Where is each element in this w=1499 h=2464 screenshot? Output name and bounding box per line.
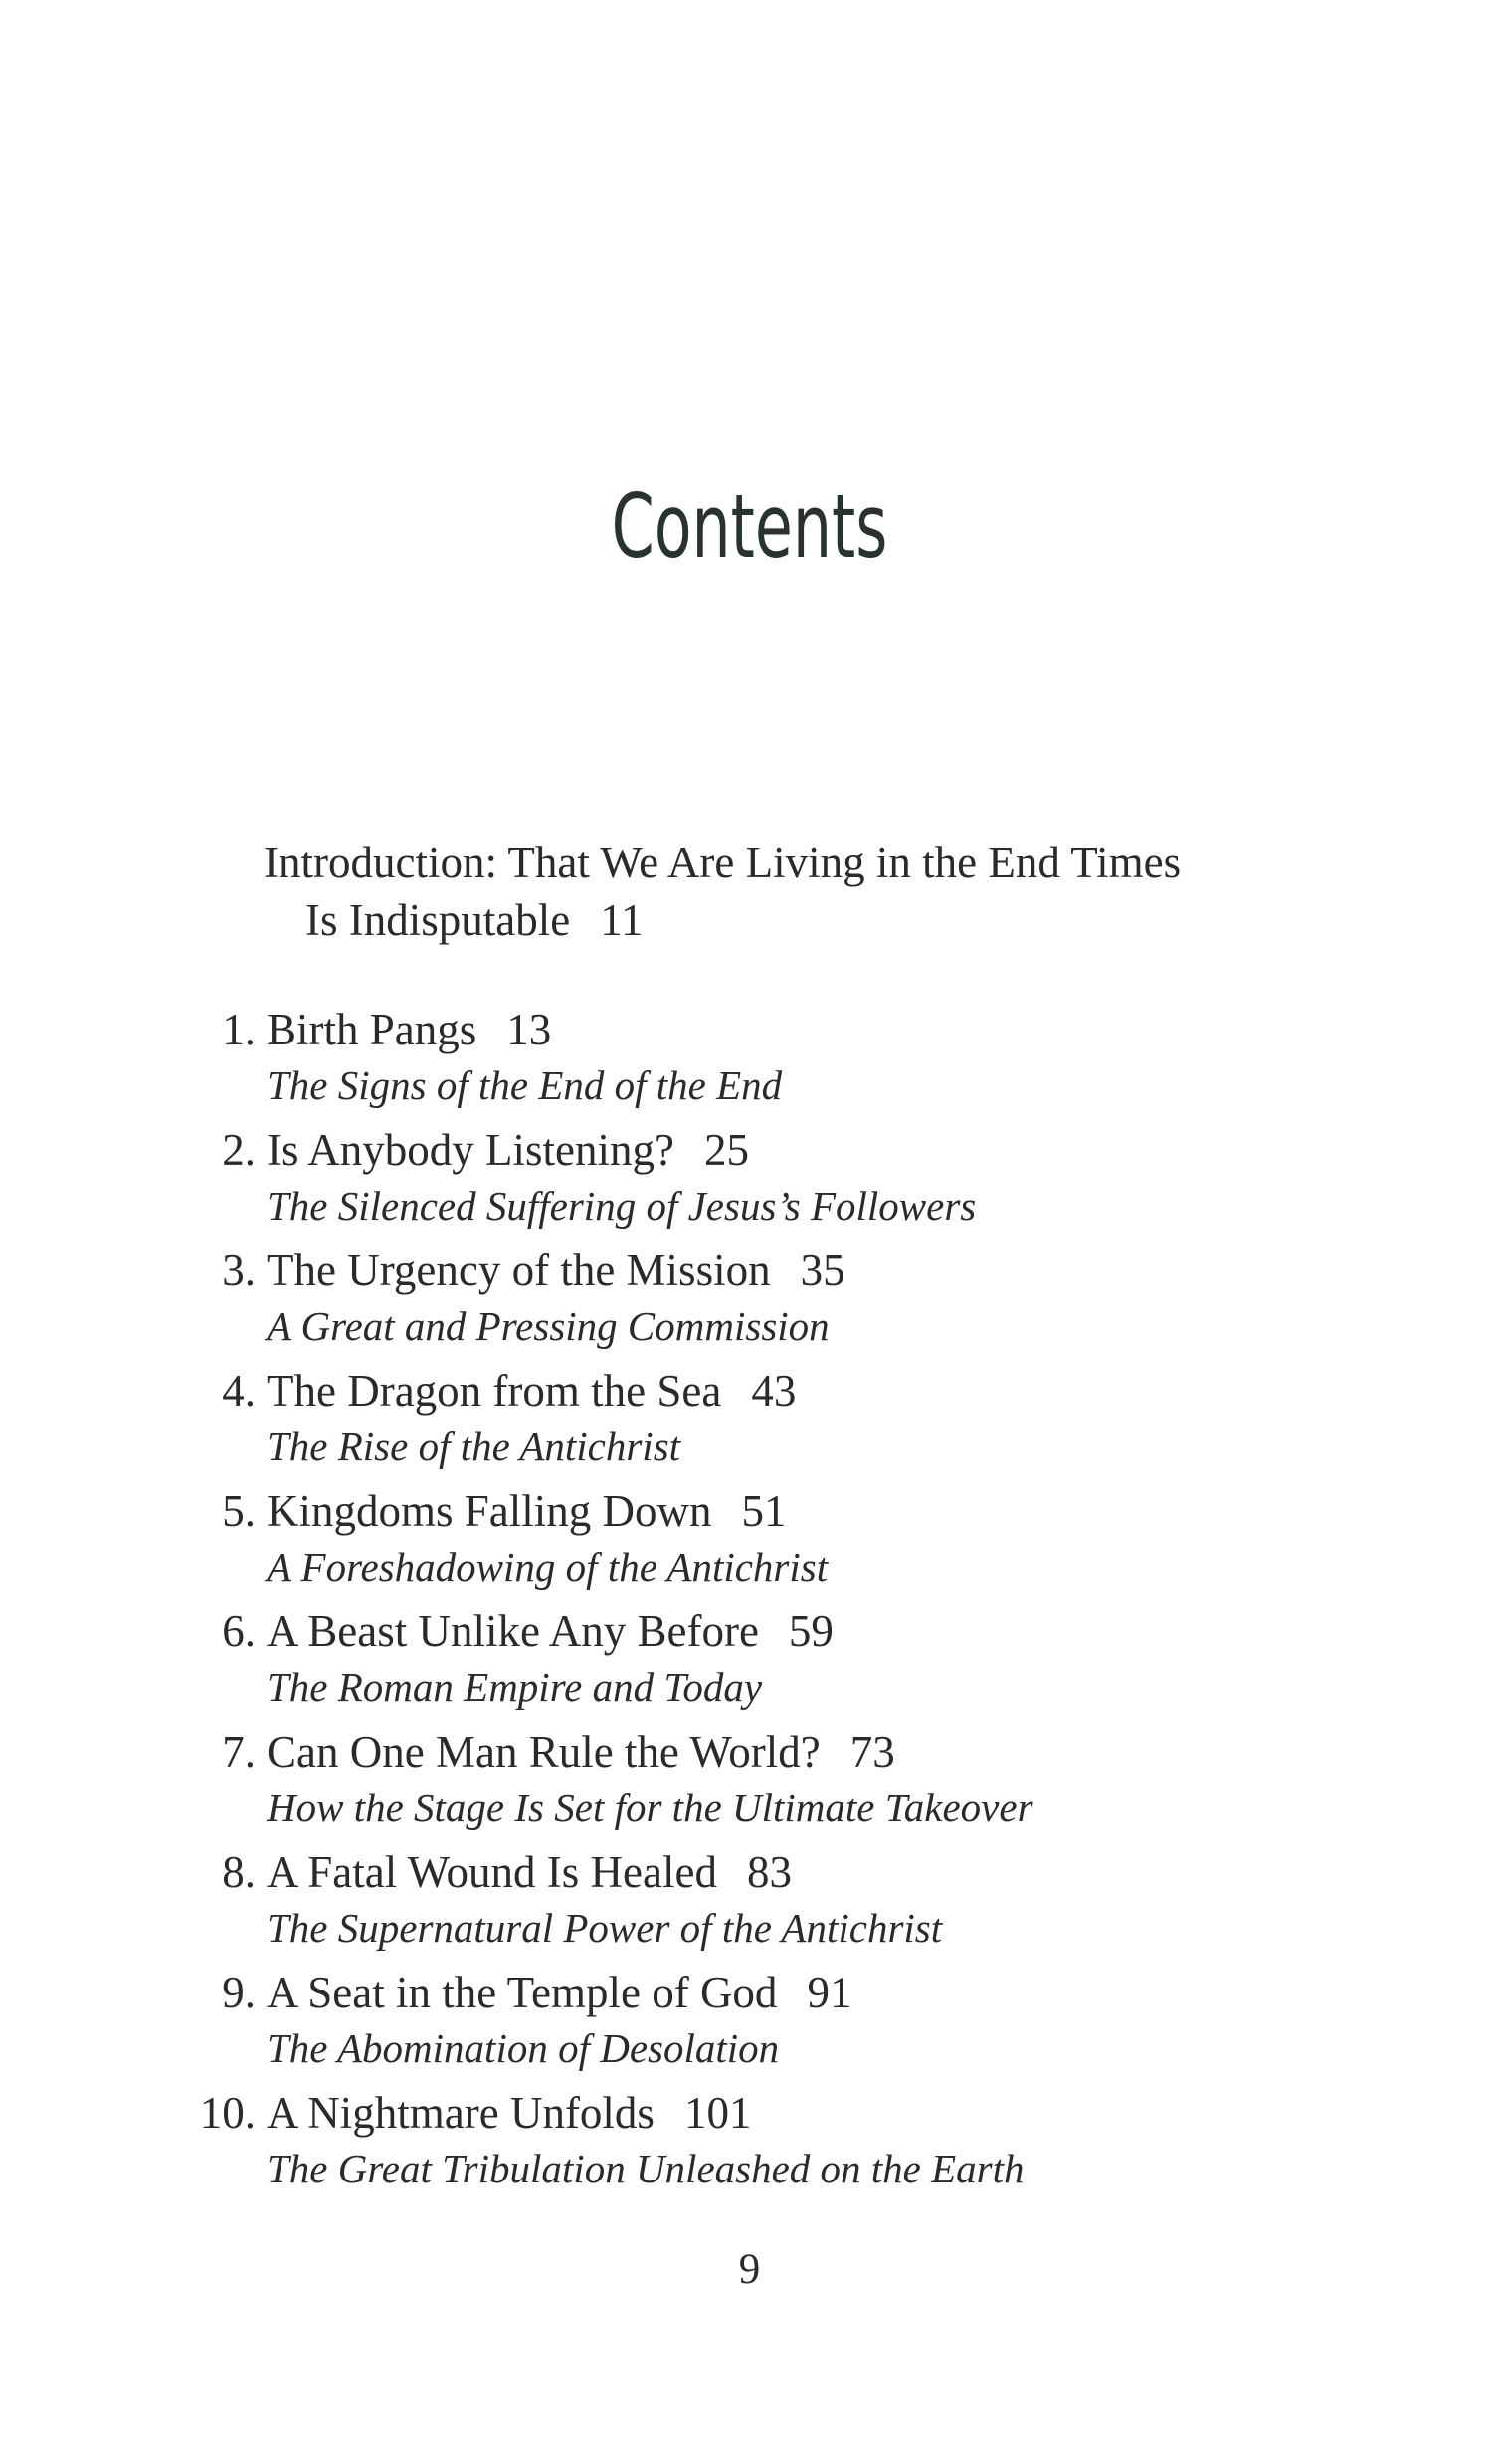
chapter-title-line: [267, 1360, 796, 1422]
chapter-page-number: 35: [800, 1245, 845, 1295]
introduction-title-line-2: Is Indisputable: [305, 895, 571, 945]
chapter-subtitle: The Great Tribulation Unleashed on the Earth: [267, 2146, 1025, 2191]
chapter-title: Birth Pangs: [267, 1005, 477, 1054]
chapter-title: The Urgency of the Mission: [267, 1245, 771, 1295]
chapter-page-number: 101: [683, 2088, 752, 2138]
chapter-subtitle: A Foreshadowing of the Antichrist: [267, 1544, 829, 1590]
chapter-subtitle: The Signs of the End of the End: [267, 1062, 783, 1108]
chapter-title-line: [267, 2082, 751, 2144]
toc-entry[interactable]: [0, 1239, 1499, 1360]
chapter-title-line: [267, 1601, 834, 1662]
chapter-number: 4.: [222, 1366, 256, 1416]
toc-entry[interactable]: [0, 1480, 1499, 1601]
toc-entry[interactable]: [0, 1721, 1499, 1841]
chapter-subtitle: A Great and Pressing Commission: [267, 1303, 830, 1349]
chapter-title: A Fatal Wound Is Healed: [267, 1847, 717, 1897]
chapter-title-line: [267, 1239, 845, 1301]
chapter-title-line: [267, 1841, 792, 1903]
chapter-page-number: 43: [751, 1366, 797, 1416]
toc-entry[interactable]: [0, 1601, 1499, 1721]
toc-entry[interactable]: [0, 1962, 1499, 2082]
chapter-title-line: [267, 1119, 749, 1181]
chapter-number: 7.: [222, 1727, 256, 1777]
chapter-title: Kingdoms Falling Down: [267, 1486, 712, 1536]
table-of-contents: [0, 999, 1499, 2202]
chapter-number: 3.: [222, 1245, 256, 1295]
chapter-number: 9.: [222, 1968, 256, 2017]
chapter-number: 8.: [222, 1847, 256, 1897]
chapter-title: A Beast Unlike Any Before: [267, 1607, 759, 1656]
chapter-number: 1.: [222, 1005, 256, 1054]
chapter-title-line: [267, 999, 551, 1060]
introduction-title-line-2-wrap: [264, 891, 1181, 949]
chapter-page-number: 13: [506, 1005, 552, 1054]
introduction-page-number: 11: [600, 895, 644, 945]
chapter-subtitle: The Abomination of Desolation: [267, 2025, 780, 2071]
chapter-page-number: 51: [741, 1486, 787, 1536]
chapter-title: Can One Man Rule the World?: [267, 1727, 821, 1777]
chapter-page-number: 73: [849, 1727, 895, 1777]
chapter-number: 6.: [222, 1607, 256, 1656]
chapter-subtitle: The Supernatural Power of the Antichrist: [267, 1905, 943, 1951]
chapter-title: A Seat in the Temple of God: [267, 1968, 778, 2017]
chapter-title: A Nightmare Unfolds: [267, 2088, 655, 2138]
chapter-page-number: 25: [703, 1125, 749, 1175]
toc-entry[interactable]: [0, 2082, 1499, 2202]
chapter-title: The Dragon from the Sea: [267, 1366, 722, 1416]
chapter-page-number: 83: [746, 1847, 792, 1897]
toc-entry[interactable]: [0, 1119, 1499, 1239]
page-number: 9: [738, 2246, 761, 2293]
toc-entry[interactable]: [0, 1841, 1499, 1962]
toc-introduction[interactable]: [264, 834, 1181, 949]
chapter-title: Is Anybody Listening?: [267, 1125, 674, 1175]
chapter-number: 2.: [222, 1125, 256, 1175]
toc-entry[interactable]: [0, 999, 1499, 1119]
chapter-number: 10.: [199, 2088, 256, 2138]
chapter-title-line: [267, 1962, 851, 2023]
chapter-page-number: 91: [807, 1968, 852, 2017]
chapter-subtitle: The Roman Empire and Today: [267, 1664, 763, 1710]
chapter-number: 5.: [222, 1486, 256, 1536]
chapter-subtitle: The Silenced Suffering of Jesus’s Followers: [267, 1183, 977, 1229]
chapter-subtitle: How the Stage Is Set for the Ultimate Takeover: [267, 1785, 1033, 1830]
toc-entry[interactable]: [0, 1360, 1499, 1480]
chapter-title-line: [267, 1480, 787, 1542]
chapter-subtitle: The Rise of the Antichrist: [267, 1423, 681, 1469]
chapter-title-line: [267, 1721, 895, 1783]
introduction-title-line-1: Introduction: That We Are Living in the End Times: [264, 838, 1182, 887]
chapter-page-number: 59: [788, 1607, 834, 1656]
page-title: Contents: [611, 475, 888, 578]
